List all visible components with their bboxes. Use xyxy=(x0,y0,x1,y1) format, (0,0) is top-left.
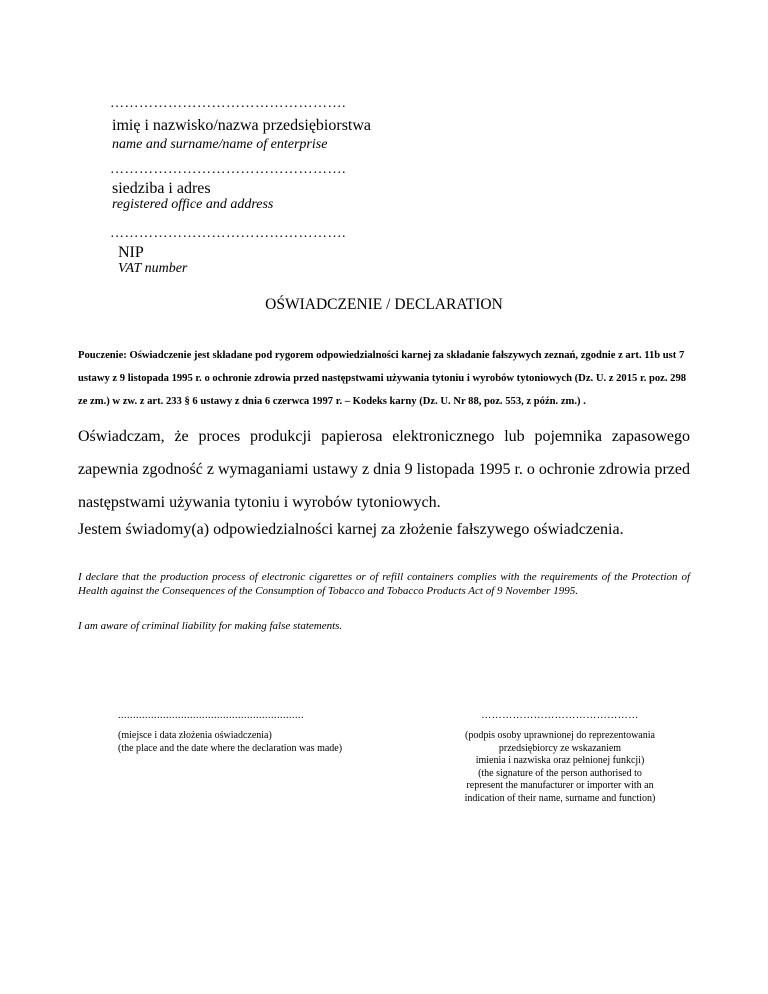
name-label-pl: imię i nazwisko/nazwa przedsiębiorstwa xyxy=(112,117,372,134)
place-date-caption-pl: (miejsce i data złożenia oświadczenia) xyxy=(118,730,272,741)
signature-caption-line: (podpis osoby uprawnionej do reprezentowania xyxy=(465,730,655,741)
address-dotted-line[interactable]: …………………………………………. xyxy=(110,162,346,177)
signature-caption-line: represent the manufacturer or importer with an xyxy=(466,780,654,791)
vat-label-pl: NIP xyxy=(118,244,144,261)
awareness-text-en: I am aware of criminal liability for making false statements. xyxy=(78,620,343,632)
declaration-text-pl: Oświadczam, że proces produkcji papierosa elektronicznego lub pojemnika zapasowego zapewnia zgodność z wymaganiami ustawy z dnia 9 listopada 1995 r. o ochronie zdrowia przed następstwami używania tytoniu i wyrobów tytoniowych. xyxy=(78,428,690,511)
declaration-text-en: I declare that the production process of electronic cigarettes or of refill containers complies with the requirements of the Protection of Health against the Consequences of the Consumption of Tobacco and Tobacco Products Act of 9 November 1995. xyxy=(78,571,690,597)
name-dotted-line[interactable]: …………………………………………. xyxy=(110,96,346,111)
signature-caption-line: (the signature of the person authorised to xyxy=(478,767,642,779)
vat-label-en: VAT number xyxy=(118,261,188,276)
legal-notice: Pouczenie: Oświadczenie jest składane pod rygorem odpowiedzialności karnej za składanie fałszywych zeznań, zgodnie z art. 11b ust 7 ustawy z 9 listopada 1995 r. o ochronie zdrowia przed następstwami używania tytoniu i wyrobów tytoniowych (Dz. U. z 2015 r. poz. 298 ze zm.) w zw. z art. 233 § 6 ustawy z dnia 6 czerwca 1997 r. – Kodeks karny (Dz. U. Nr 88, poz. 553, z późn. zm.) . xyxy=(78,350,687,407)
place-date-dotted-line[interactable]: .............................................................. xyxy=(118,710,304,721)
signature-caption-line: indication of their name, surname and function) xyxy=(464,792,656,804)
address-label-en: registered office and address xyxy=(112,197,274,212)
vat-dotted-line[interactable]: …………………………………………. xyxy=(110,226,346,241)
signature-caption-line: imienia i nazwiska oraz pełnionej funkcji) xyxy=(475,755,645,766)
address-label-pl: siedziba i adres xyxy=(112,180,211,197)
signature-caption-line: przedsiębiorcy ze wskazaniem xyxy=(498,742,622,754)
signature-caption xyxy=(440,730,680,805)
place-date-caption-en: (the place and the date where the declaration was made) xyxy=(118,742,343,754)
document-title: OŚWIADCZENIE / DECLARATION xyxy=(265,296,503,313)
signature-dotted-line[interactable]: ……………………………………… xyxy=(481,710,639,721)
awareness-text-pl: Jestem świadomy(a) odpowiedzialności karnej za złożenie fałszywego oświadczenia. xyxy=(78,521,624,538)
place-date-caption xyxy=(118,730,342,755)
name-label-en: name and surname/name of enterprise xyxy=(112,137,328,152)
